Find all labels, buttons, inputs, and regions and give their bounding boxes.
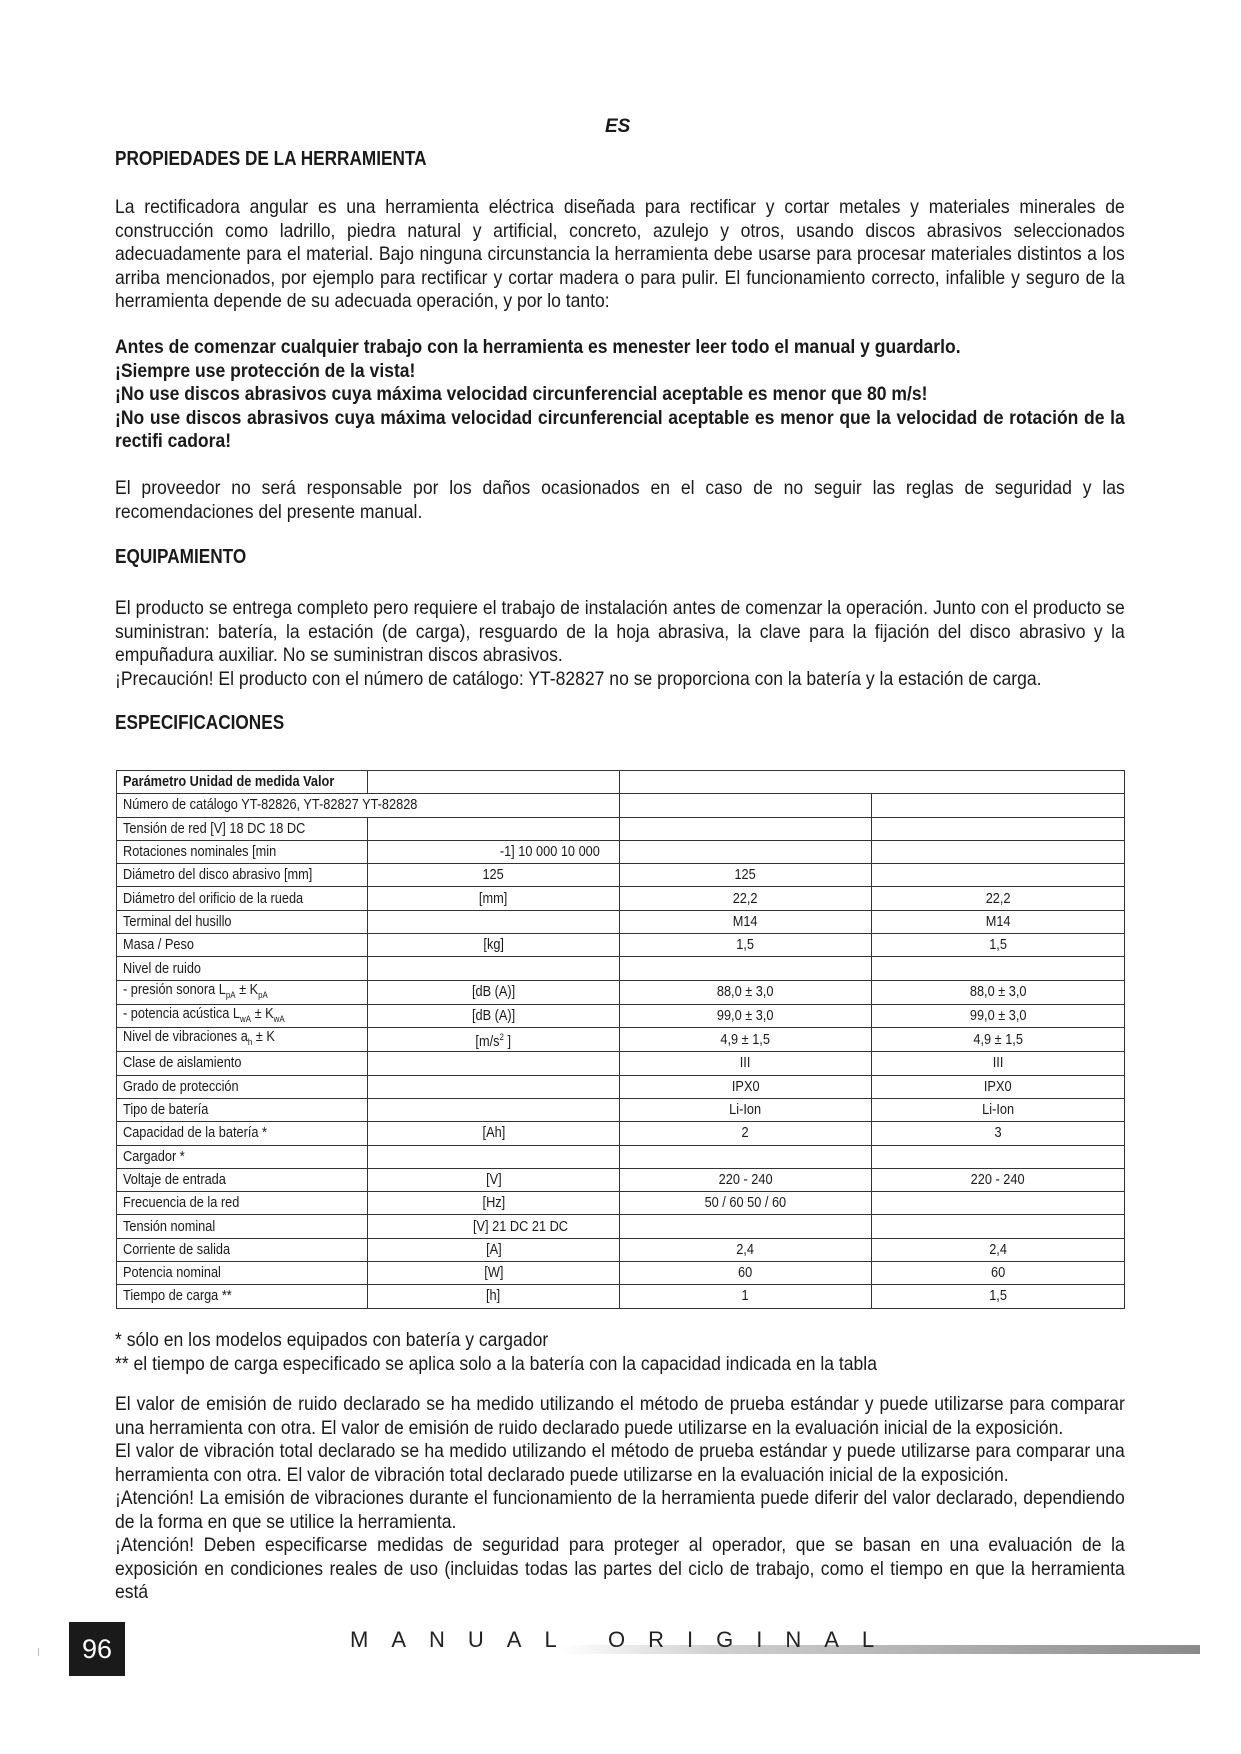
closing-paragraphs [115,1393,1125,1605]
table-cell: Grado de protección [117,1075,368,1098]
table-cell: 60 [620,1262,872,1285]
table-cell: Li-Ion [620,1098,872,1121]
table-cell: IPX0 [872,1075,1125,1098]
table-cell: [dB (A)] [368,1004,620,1028]
table-cell: Masa / Peso [117,934,368,957]
table-cell [872,1215,1125,1238]
table-row [117,980,1125,1004]
table-cell: 125 [368,864,620,887]
table-cell [368,817,620,840]
table-cell [368,771,620,794]
table-cell: Tipo de batería [117,1098,368,1121]
table-cell: Nivel de vibraciones $a_h \pm K$ [117,1028,368,1052]
disclaimer-text: El proveedor no será responsable por los daños ocasionados en el caso de no seguir las reglas de seguridad y las recomendaciones del presente manual. [115,477,1125,523]
table-row [117,910,1125,933]
table-row [117,1145,1125,1168]
table-cell [872,864,1125,887]
equipment-text: El producto se entrega completo pero requiere el trabajo de instalación antes de comenzar la operación. Junto con el producto se suministran: batería, la estación (de carga), resguardo de la hoja abrasiva, la clave para la fijación del disco abrasivo y la empuñadura auxiliar. No se suministran discos abrasivos. [115,597,1125,666]
table-cell: III [620,1052,872,1075]
table-cell: Tensión nominal [117,1215,368,1238]
table-cell [872,817,1125,840]
table-cell [368,1145,620,1168]
disclaimer-paragraph [115,477,1125,524]
warning-line: ¡Siempre use protección de la vista! [115,359,416,382]
table-cell: 1,5 [620,934,872,957]
table-cell: M14 [872,910,1125,933]
table-cell: Nivel de ruido [117,957,368,980]
table-cell: [V] [368,1168,620,1191]
table-row [117,864,1125,887]
table-cell: 1,5 [872,1285,1125,1308]
table-row [117,1098,1125,1121]
table-cell: Potencia nominal [117,1262,368,1285]
table-cell: - presión sonora $L_{pA} \pm K_{pA}$ [117,980,368,1004]
table-cell: Tensión de red [V] 18 DC 18 DC [117,817,368,840]
table-cell [368,910,620,933]
table-row [117,817,1125,840]
properties-text: La rectificadora angular es una herramienta eléctrica diseñada para rectificar y cortar metales y materiales minerales de construcción como ladrillo, piedra natural y artificial, concreto, azulejo y otros, usando discos abrasivos seleccionados adecuadamente para el material. Bajo ninguna circunstancia la herramienta debe usarse para procesar materiales distintos a los arriba mencionados, por ejemplo para rectificar y cortar madera o para pulir. El funcionamiento correcto, infalible y seguro de la herramienta depende de su adecuada operación, y por lo tanto: [115,196,1125,312]
table-cell: 99,0 ± 3,0 [872,1004,1125,1028]
table-footnotes [115,1328,877,1376]
section-title-specifications: ESPECIFICACIONES [115,712,285,734]
table-cell: 22,2 [620,887,872,910]
table-cell: 4,9 ± 1,5 [620,1028,872,1052]
table-cell: 2,4 [620,1238,872,1261]
table-cell [872,840,1125,863]
table-cell [368,1052,620,1075]
closing-text: ¡Atención! La emisión de vibraciones durante el funcionamiento de la herramienta puede diferir del valor declarado, dependiendo de la forma en que se utilice la herramienta. [115,1487,1125,1533]
table-cell [368,1098,620,1121]
table-cell [368,1075,620,1098]
table-cell: [Hz] [368,1192,620,1215]
table-cell: [A] [368,1238,620,1261]
table-row [117,1122,1125,1145]
table-cell: Clase de aislamiento [117,1052,368,1075]
table-cell: - potencia acústica $L_{wA} \pm K_{wA}$ [117,1004,368,1028]
table-cell: -1] 10 000 10 000 [368,840,620,863]
table-cell [620,840,872,863]
table-cell: 22,2 [872,887,1125,910]
page-number: 96 [69,1622,125,1676]
table-cell: III [872,1052,1125,1075]
table-cell: Rotaciones nominales [min [117,840,368,863]
table-cell [620,957,872,980]
table-cell: Li-Ion [872,1098,1125,1121]
table-row [117,957,1125,980]
table-row [117,934,1125,957]
table-cell: Voltaje de entrada [117,1168,368,1191]
table-cell: 88,0 ± 3,0 [872,980,1125,1004]
table-cell: [$m/s^2$ ] [368,1028,620,1052]
table-cell: 4,9 ± 1,5 [872,1028,1125,1052]
footnote: ** el tiempo de carga especificado se aplica solo a la batería con la capacidad indicada en la tabla [115,1353,877,1375]
table-cell: Frecuencia de la red [117,1192,368,1215]
table-cell: 3 [872,1122,1125,1145]
table-cell: 60 [872,1262,1125,1285]
table-row [117,1215,1125,1238]
table-cell [872,1192,1125,1215]
warning-line: ¡No use discos abrasivos cuya máxima velocidad circunferencial aceptable es menor que la velocidad de rotación de la rectifi cadora! [115,406,1125,452]
table-cell: [kg] [368,934,620,957]
closing-text: El valor de vibración total declarado se ha medido utilizando el método de prueba estándar y puede utilizarse para comparar una herramienta con otra. El valor de vibración total declarado puede utilizarse en la evaluación inicial de la exposición. [115,1440,1125,1486]
table-cell: 1,5 [872,934,1125,957]
table-row [117,1262,1125,1285]
closing-text: El valor de emisión de ruido declarado se ha medido utilizando el método de prueba estándar y puede utilizarse para comparar una herramienta con otra. El valor de emisión de ruido declarado puede utilizarse en la evaluación inicial de la exposición. [115,1393,1125,1439]
table-cell: [dB (A)] [368,980,620,1004]
table-row [117,1238,1125,1261]
caution-text: ¡Precaución! El producto con el número de catálogo: YT-82827 no se proporciona con la batería y la estación de carga. [115,667,1042,690]
table-cell: 125 [620,864,872,887]
properties-paragraph [115,196,1125,314]
table-cell: Tiempo de carga ** [117,1285,368,1308]
table-cell [620,771,1125,794]
table-cell [872,957,1125,980]
table-cell: [Ah] [368,1122,620,1145]
footer-label: MANUAL ORIGINAL [350,1627,898,1652]
table-cell [872,794,1125,817]
table-row [117,1075,1125,1098]
section-title-properties: PROPIEDADES DE LA HERRAMIENTA [115,148,427,170]
table-cell: 88,0 ± 3,0 [620,980,872,1004]
table-row [117,1285,1125,1308]
table-cell [620,817,872,840]
table-cell [368,957,620,980]
table-cell: 50 / 60 50 / 60 [620,1192,872,1215]
table-cell [872,1145,1125,1168]
table-cell: Diámetro del orificio de la rueda [117,887,368,910]
table-cell: [h] [368,1285,620,1308]
table-cell: [W] [368,1262,620,1285]
table-row [117,1028,1125,1052]
section-title-equipment: EQUIPAMIENTO [115,546,247,568]
table-cell [620,794,872,817]
table-cell: Corriente de salida [117,1238,368,1261]
table-row [117,794,1125,817]
footer-divider [38,1648,39,1656]
equipment-paragraph [115,597,1125,691]
warning-line: ¡No use discos abrasivos cuya máxima velocidad circunferencial aceptable es menor que 80 m/s! [115,383,928,405]
table-cell: Diámetro del disco abrasivo [mm] [117,864,368,887]
table-cell: Cargador * [117,1145,368,1168]
table-cell: 220 - 240 [872,1168,1125,1191]
table-cell: 2,4 [872,1238,1125,1261]
specifications-table [116,770,1125,1309]
table-cell: Capacidad de la batería * [117,1122,368,1145]
table-row [117,887,1125,910]
table-cell: IPX0 [620,1075,872,1098]
warning-line: Antes de comenzar cualquier trabajo con la herramienta es menester leer todo el manual y guardarlo. [115,336,961,358]
table-row [117,1168,1125,1191]
table-row [117,771,1125,794]
table-cell: 220 - 240 [620,1168,872,1191]
table-header-cell: Parámetro Unidad de medida Valor [117,771,368,794]
table-cell: [mm] [368,887,620,910]
table-cell [620,1215,872,1238]
safety-warnings [115,336,1125,454]
table-cell [620,1145,872,1168]
language-code: ES [605,116,631,137]
table-row [117,1004,1125,1028]
closing-text: ¡Atención! Deben especificarse medidas de seguridad para proteger al operador, que se basan en una evaluación de la exposición en condiciones reales de uso (incluidas todas las partes del ciclo de trabajo, como el tiempo en que la herramienta está [115,1534,1125,1603]
table-cell: 2 [620,1122,872,1145]
table-cell: [V] 21 DC 21 DC [368,1215,620,1238]
table-cell: 1 [620,1285,872,1308]
table-row [117,840,1125,863]
table-cell: Terminal del husillo [117,910,368,933]
table-row [117,1192,1125,1215]
table-cell: Número de catálogo YT-82826, YT-82827 YT-82828 [117,794,620,817]
table-row [117,1052,1125,1075]
footnote: * sólo en los modelos equipados con batería y cargador [115,1329,549,1351]
table-cell: M14 [620,910,872,933]
table-cell: 99,0 ± 3,0 [620,1004,872,1028]
